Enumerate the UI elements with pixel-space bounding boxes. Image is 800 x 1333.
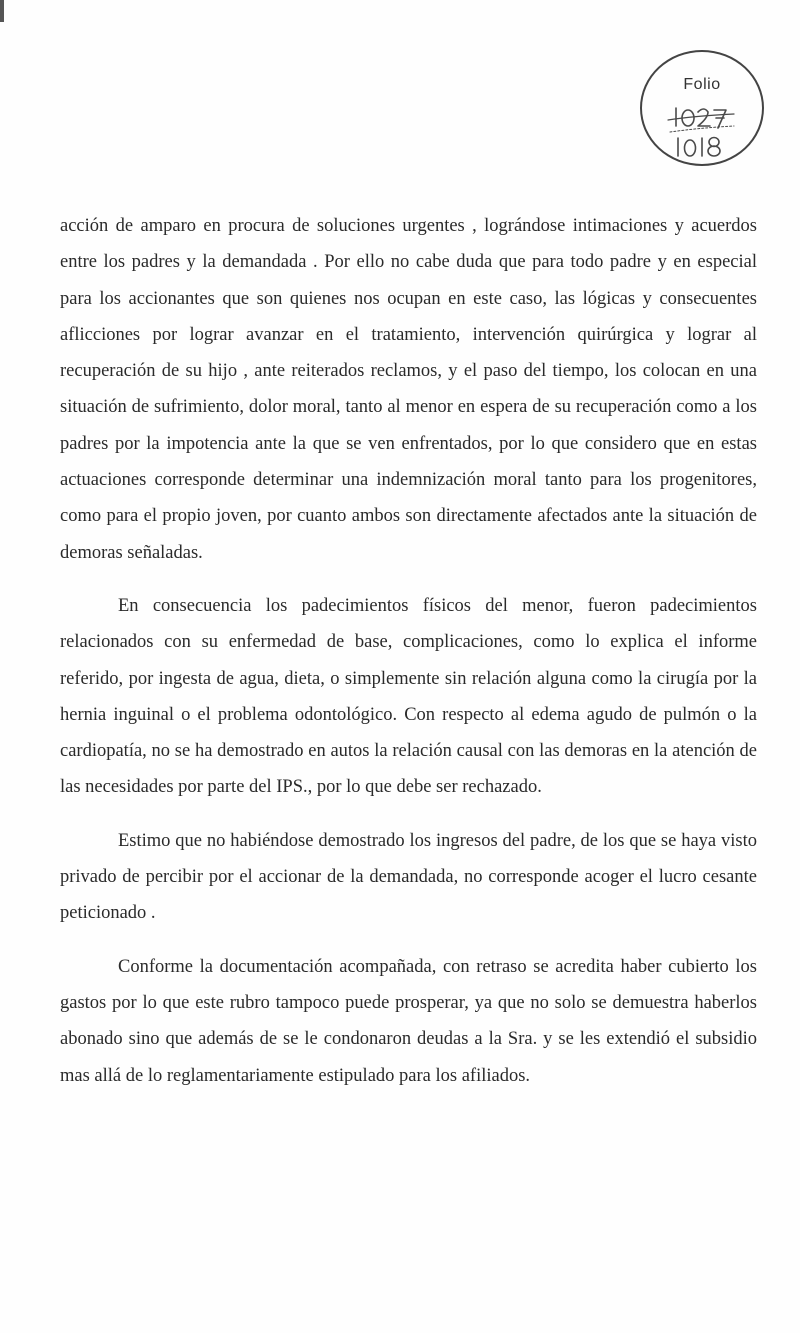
paragraph-4: Conforme la documentación acompañada, con retraso se acredita haber cubierto los gastos por lo que este rubro tampoco puede prosperar, ya que no solo se demuestra haberlos abonado sino que además de se le condonaron deudas a la Sra. y se les extendió el subsidio mas allá de lo reglamentariamente estipulado para los afiliados. — [60, 956, 757, 1086]
paragraph-3: Estimo que no habiéndose demostrado los ingresos del padre, de los que se haya visto privado de percibir por el accionar de la demandada, no corresponde acoger el lucro cesante peticionado . — [60, 830, 757, 924]
scan-edge-mark — [0, 0, 4, 22]
folio-stamp — [640, 50, 764, 166]
folio-handwritten-numbers — [664, 98, 744, 162]
document-body — [60, 208, 757, 1111]
paragraph-2: En consecuencia los padecimientos físicos del menor, fueron padecimientos relacionados con su enfermedad de base, complicaciones, como lo explica el informe referido, por ingesta de agua, dieta, o simplemente sin relación alguna como la cirugía por la hernia inguinal o el problema odontológico. Con respecto al edema agudo de pulmón o la cardiopatía, no se ha demostrado en autos la relación causal con las demoras en la atención de las necesidades por parte del IPS., por lo que debe ser rechazado. — [60, 595, 757, 798]
paragraph-1: acción de amparo en procura de soluciones urgentes , lográndose intimaciones y acuerdos entre los padres y la demandada . Por ello no cabe duda que para todo padre y en especial para los accionantes que son quienes nos ocupan en este caso, las lógicas y consecuentes aflicciones por lograr avanzar en el tratamiento, intervención quirúrgica y lograr al recuperación de su hijo , ante reiterados reclamos, y el paso del tiempo, los colocan en una situación de sufrimiento, dolor moral, tanto al menor en espera de su recuperación como a los padres por la impotencia ante la que se ven enfrentados, por lo que considero que en estas actuaciones corresponde determinar una indemnización moral tanto para los progenitores, como para el propio joven, por cuanto ambos son directamente afectados ante la situación de demoras señaladas. — [60, 216, 757, 563]
folio-label: Folio — [683, 76, 721, 93]
